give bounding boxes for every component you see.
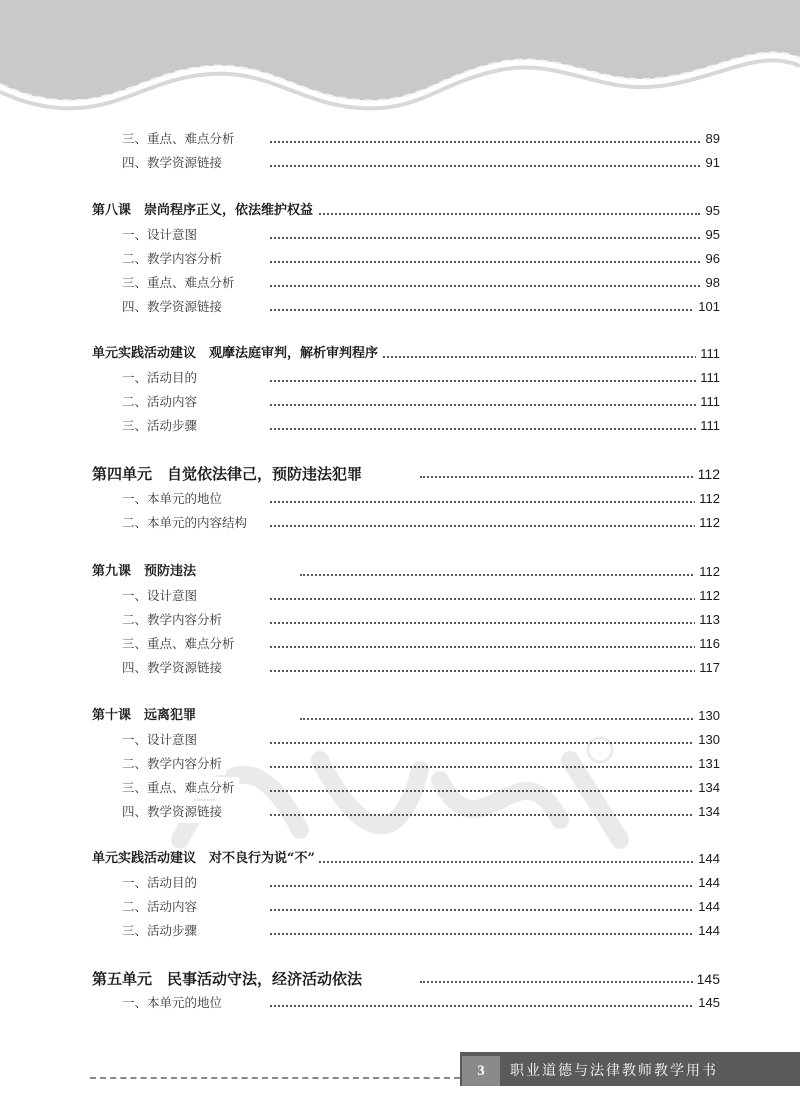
footer-dashed-rule (90, 1077, 460, 1079)
toc-entry-page: 134 (694, 801, 720, 823)
toc-entry-title: 第八课 崇尚程序正义，依法维护权益 (92, 200, 317, 222)
toc-entry-page: 95 (702, 224, 720, 246)
toc-dot-leader (270, 404, 700, 406)
toc-entry[interactable] (0, 391, 800, 413)
toc-entry[interactable] (0, 753, 800, 775)
toc-entry-page: 113 (695, 609, 720, 631)
toc-entry-page: 96 (702, 248, 720, 270)
toc-dot-leader (300, 574, 700, 576)
toc-entry-title: 一、本单元的地位 (122, 992, 226, 1014)
toc-entry[interactable] (0, 657, 800, 679)
toc-entry-title: 二、活动内容 (122, 896, 201, 918)
toc-dot-leader (270, 141, 700, 143)
toc-dot-leader (420, 476, 700, 478)
toc-entry[interactable] (0, 801, 800, 823)
toc-dot-leader (270, 622, 700, 624)
toc-entry-title: 四、教学资源链接 (122, 657, 226, 679)
toc-entry-title: 单元实践活动建议 观摩法庭审判，解析审判程序 (92, 343, 382, 365)
toc-entry[interactable] (0, 920, 800, 942)
toc-entry[interactable] (0, 367, 800, 389)
toc-lesson-heading[interactable] (0, 705, 800, 727)
toc-entry-page: 144 (694, 896, 720, 918)
toc-entry[interactable] (0, 272, 800, 294)
toc-entry-page: 144 (694, 848, 720, 870)
toc-entry-page: 111 (696, 343, 720, 365)
toc-entry-page: 98 (702, 272, 720, 294)
toc-entry-title: 四、教学资源链接 (122, 296, 226, 318)
toc-entry-page: 112 (695, 488, 720, 510)
toc-dot-leader (270, 1005, 700, 1007)
toc-entry-title: 一、设计意图 (122, 224, 201, 246)
toc-dot-leader (300, 861, 700, 863)
toc-entry[interactable] (0, 872, 800, 894)
toc-entry-page: 91 (702, 152, 720, 174)
toc-entry-title: 四、教学资源链接 (122, 152, 226, 174)
toc-entry-title: 三、重点、难点分析 (122, 272, 239, 294)
toc-entry[interactable] (0, 609, 800, 631)
toc-entry-title: 二、教学内容分析 (122, 609, 226, 631)
toc-entry-page: 112 (695, 512, 720, 534)
toc-dot-leader (270, 237, 700, 239)
toc-dot-leader (270, 501, 700, 503)
toc-entry-title: 一、本单元的地位 (122, 488, 226, 510)
toc-entry[interactable] (0, 585, 800, 607)
toc-entry-page: 89 (702, 128, 720, 150)
toc-entry-title: 单元实践活动建议 对不良行为说“不” (92, 848, 319, 870)
toc-entry[interactable] (0, 633, 800, 655)
toc-lesson-heading[interactable] (0, 343, 800, 365)
toc-entry-title: 第九课 预防违法 (92, 561, 200, 583)
toc-entry-title: 三、活动步骤 (122, 920, 201, 942)
toc-dot-leader (270, 261, 700, 263)
toc-entry-page: 111 (696, 415, 720, 437)
toc-entry-page: 116 (695, 633, 720, 655)
toc-entry[interactable] (0, 896, 800, 918)
toc-entry[interactable] (0, 415, 800, 437)
page-number: 3 (462, 1056, 500, 1086)
toc-dot-leader (300, 718, 700, 720)
toc-entry-title: 三、活动步骤 (122, 415, 201, 437)
toc-dot-leader (270, 165, 700, 167)
toc-entry-page: 95 (702, 200, 720, 222)
toc-dot-leader (270, 309, 700, 311)
toc-entry-page: 130 (694, 705, 720, 727)
toc-entry-page: 111 (696, 391, 720, 413)
toc-lesson-heading[interactable] (0, 561, 800, 583)
toc-entry-page: 111 (696, 367, 720, 389)
toc-entry-page: 144 (694, 872, 720, 894)
toc-dot-leader (270, 790, 700, 792)
toc-entry-title: 第五单元 民事活动守法，经济活动依法 (92, 968, 366, 990)
toc-dot-leader (300, 213, 700, 215)
toc-entry[interactable] (0, 128, 800, 150)
toc-dot-leader (270, 933, 700, 935)
toc-dot-leader (270, 380, 700, 382)
toc-entry[interactable] (0, 488, 800, 510)
toc-entry-title: 三、重点、难点分析 (122, 128, 239, 150)
toc-entry-title: 第十课 远离犯罪 (92, 705, 200, 727)
toc-dot-leader (270, 285, 700, 287)
toc-dot-leader (270, 742, 700, 744)
toc-entry-title: 一、设计意图 (122, 729, 201, 751)
toc-entry-page: 101 (694, 296, 720, 318)
toc-entry[interactable] (0, 224, 800, 246)
toc-entry-title: 三、重点、难点分析 (122, 777, 239, 799)
toc-entry-title: 三、重点、难点分析 (122, 633, 239, 655)
toc-entry-page: 134 (694, 777, 720, 799)
toc-lesson-heading[interactable] (0, 200, 800, 222)
toc-entry-page: 145 (693, 968, 720, 990)
toc-entry-page: 112 (694, 463, 720, 485)
toc-entry-title: 一、活动目的 (122, 872, 201, 894)
toc-entry-title: 二、教学内容分析 (122, 753, 226, 775)
toc-dot-leader (270, 525, 700, 527)
toc-dot-leader (270, 670, 700, 672)
toc-dot-leader (420, 981, 700, 983)
toc-entry[interactable] (0, 152, 800, 174)
toc-entry-page: 145 (694, 992, 720, 1014)
toc-entry[interactable] (0, 512, 800, 534)
toc-unit-heading[interactable] (0, 968, 800, 990)
toc-dot-leader (270, 909, 700, 911)
toc-dot-leader (270, 814, 700, 816)
running-footer-title: 职业道德与法律教师教学用书 (510, 1063, 718, 1079)
toc-entry-page: 130 (694, 729, 720, 751)
toc-entry-page: 112 (695, 585, 720, 607)
toc-dot-leader (270, 428, 700, 430)
toc-entry[interactable] (0, 729, 800, 751)
toc-lesson-heading[interactable] (0, 848, 800, 870)
toc-entry-title: 二、本单元的内容结构 (122, 512, 251, 534)
toc-entry-page: 131 (694, 753, 720, 775)
toc-unit-heading[interactable] (0, 463, 800, 485)
toc-entry-title: 一、设计意图 (122, 585, 201, 607)
toc-dot-leader (270, 766, 700, 768)
toc-entry[interactable] (0, 248, 800, 270)
toc-entry[interactable] (0, 777, 800, 799)
toc-dot-leader (270, 885, 700, 887)
toc-dot-leader (270, 598, 700, 600)
toc-entry-page: 144 (694, 920, 720, 942)
toc-entry-title: 第四单元 自觉依法律己，预防违法犯罪 (92, 463, 366, 485)
toc-entry[interactable] (0, 296, 800, 318)
toc-entry-title: 四、教学资源链接 (122, 801, 226, 823)
toc-entry-title: 二、活动内容 (122, 391, 201, 413)
toc-entry-page: 112 (695, 561, 720, 583)
toc-dot-leader (270, 646, 700, 648)
toc-entry-title: 二、教学内容分析 (122, 248, 226, 270)
toc-entry-title: 一、活动目的 (122, 367, 201, 389)
toc-entry[interactable] (0, 992, 800, 1014)
toc-entry-page: 117 (695, 657, 720, 679)
